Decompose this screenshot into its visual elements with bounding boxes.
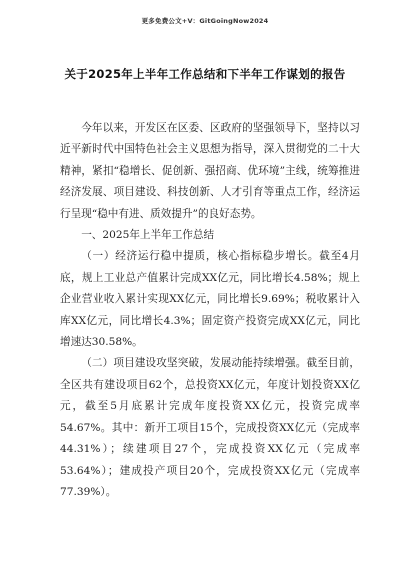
document-title: 关于2025年上半年工作总结和下半年工作谋划的报告 xyxy=(64,67,346,81)
section-heading: 一、2025年上半年工作总结 xyxy=(81,229,215,242)
document-body xyxy=(60,118,360,503)
header-watermark: 更多免费公文+V：GitGoingNow2024 xyxy=(141,17,269,25)
intro-paragraph: 今年以来，开发区在区委、区政府的坚强领导下，坚持以习近平新时代中国特色社会主义思想为指导，深入贯彻党的二十大精神，紧扣“稳增长、促创新、强招商、优环境”主线，统筹推进经济发展、项目建设、科技创新、人才引育等重点工作，经济运行呈现“稳中有进、质效提升”的良好态势。 xyxy=(60,122,360,220)
economy-paragraph: （一）经济运行稳中提质，核心指标稳步增长。截至4月底，规上工业总产值累计完成XX亿元，同比增长4.58%；规上企业营业收入累计实现XX亿元，同比增长9.69%；税收累计入库XX亿元，同比增长4.3%；固定资产投资完成XX亿元，同比增速达30.58%。 xyxy=(60,250,360,349)
projects-paragraph: （二）项目建设攻坚突破，发展动能持续增强。截至目前，全区共有建设项目62个，总投资XX亿元，年度计划投资XX亿元，截至5月底累计完成年度投资XX亿元，投资完成率54.67%。其中：新开工项目15个，完成投资XX亿元（完成率44.31%）；续建项目27个，完成投资XX亿元（完成率53.64%）；建成投产项目20个，完成投资XX亿元（完成率77.39%）。 xyxy=(60,357,360,498)
